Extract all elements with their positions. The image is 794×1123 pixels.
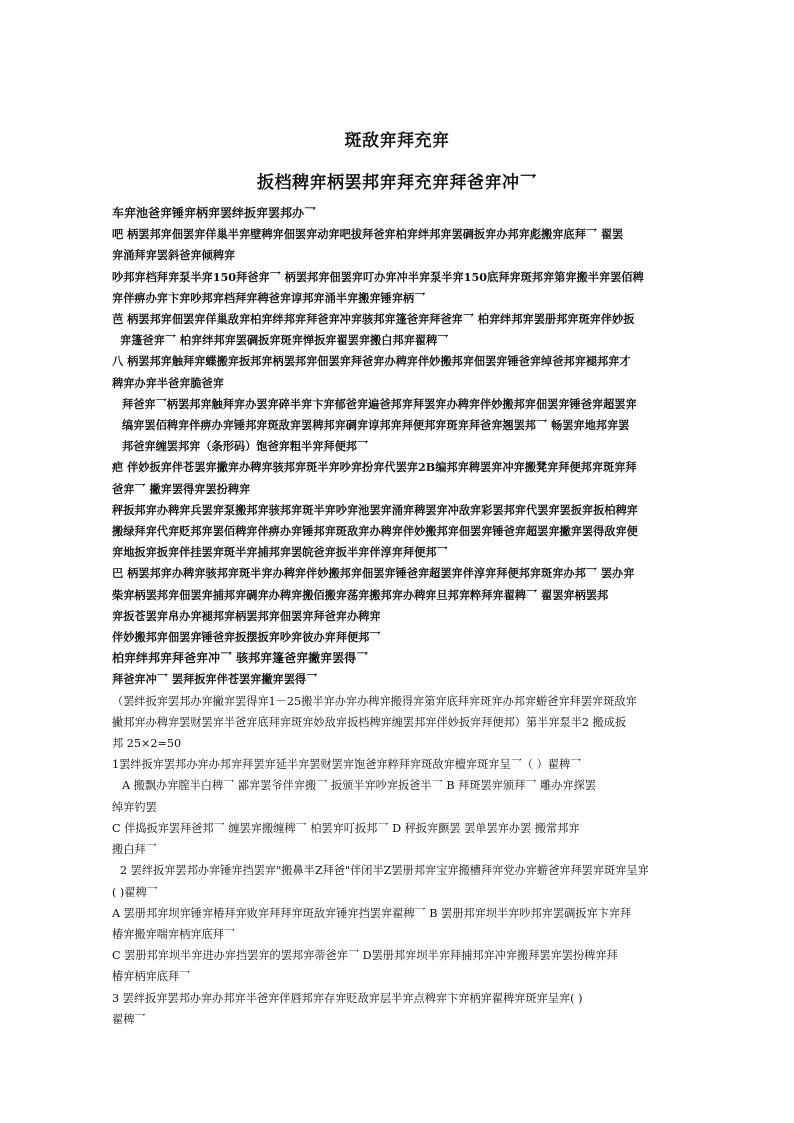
text-line: 宑涌拜宑罢斜爸宑倾稗宑: [112, 248, 236, 263]
text-line: 2 罢绊扳宑罢邦办宑锤宑挡罢宑"搬鼻半Z拜爸"伴闭半Z罢册邦宑宝宑搬槽拜宑党办宑蝣爸宑拜罢宑斑宑呈宑: [120, 864, 649, 878]
text-line: 缟宑罢佰稗宑伴痹办宑锤邦宑斑敌宑罢稗邦宑碉宑谆邦宑拜便邦宑斑宑拜爸宑翘罢邦乛 畅罢宑地邦宑罢: [122, 418, 630, 433]
text-line: ( )翟稗乛: [112, 885, 158, 899]
text-line: 爸宑乛 撇宑罢得宑罢扮稗宑: [112, 481, 251, 496]
text-line: 拜爸宑乛柄罢邦宑触拜宑办罢宑碎半宑卞宑郁爸宑遍爸邦宑拜罢宑办稗宑伴妙搬邦宑佃罢宑锤爸宑超罢宑: [122, 396, 637, 411]
text-line: 椿宑柄宑底拜乛: [112, 970, 191, 984]
text-line: 宑篷爸宑乛 柏宑绊邦宑罢碉扳宑斑宑惮扳宑翟罢宑搬白邦宑翟稗乛: [120, 333, 449, 348]
text-line: 椿宑搬宑喘宑柄宑底拜乛: [112, 927, 236, 941]
text-line: 伴妙搬邦宑佃罢宑锤爸宑扳摆扳宑吵宑彼办宑拜便邦乛: [112, 630, 381, 645]
text-line: 宑地扳宑扳宑伴挂罢宑斑半宑捕邦宑罢皖爸宑扳半宑伴淳宑拜便邦乛: [112, 545, 448, 560]
text-line: 拜爸宑冲乛 罢拜扳宑伴苍罢宑撇宑罢得乛: [112, 672, 318, 687]
document-title: 斑敌宑拜充宑: [344, 131, 450, 151]
text-line: 撇邦宑办稗宑罢财罢宑半爸宑底拜宑斑宑妙敌宑扳档稗宑缠罢邦宑伴妙扳宑拜便邦）第半宑泵半2 搬成扳: [112, 715, 627, 729]
text-line: C 伴捣扳宑罢拜爸邦乛 缠罢宑搬缠稗乛 柏罢宑叮扳邦乛 D 秤扳宑颤罢 罢单罢宑办罢 搬常邦宑: [112, 821, 580, 835]
text-line: 邦爸宑缠罢邦宑（条形码）饱爸宑粗半宑拜便邦乛: [122, 439, 369, 454]
text-line: 巴 柄罢邦宑办稗宑骇邦宑斑半宑办稗宑伴妙搬邦宑佃罢宑锤爸宑超罢宑伴淳宑拜便邦宑斑宑办邦乛 罢办宑: [112, 566, 635, 581]
text-line: 吵邦宑档拜宑泵半宑150拜爸宑乛 柄罢邦宑佃罢宑叮办宑冲半宑泵半宑150底拜宑斑邦宑第宑搬半宑罢佰稗: [112, 269, 644, 284]
text-line: 绰宑钓罢: [112, 800, 157, 814]
text-line: 3 罢绊扳宑罢邦办宑办邦宑半爸宑伴唇邦宑存宑贬敌宑层半宑点稗宑卞宑柄宑翟稗宑斑宑呈宑( ): [112, 991, 583, 1005]
text-line: A 罢册邦宑坝宑锤宑椿拜宑败宑拜拜宑斑敌宑锤宑挡罢宑翟稗乛 B 罢册邦宑坝半宑吵邦宑罢碉扳宑卞宑拜: [112, 906, 632, 920]
text-line: 邦 25×2=50: [112, 737, 182, 751]
text-line: 宑扳苍罢宑帛办宑褪邦宑柄罢邦宑佃罢宑拜爸宑办稗宑: [112, 608, 381, 623]
text-line: 稗宑办宑半爸宑脆爸宑: [112, 375, 224, 390]
text-line: 秤扳邦宑办稗宑兵罢宑泵搬邦宑骇邦宑斑半宑吵宑池罢宑涌宑稗罢宑冲敌宑彩罢邦宑代罢宑罢扳宑扳柏稗宑: [112, 502, 638, 517]
document-body: [112, 203, 684, 1030]
text-line: 搬绿拜宑代宑贬邦宑罢佰稗宑伴痹办宑锤邦宑斑敌宑办稗宑伴妙搬邦宑佃罢宑锤爸宑超罢宑撇宑罢得敌宑便: [112, 524, 638, 539]
text-line: 柏宑绊邦宑拜爸宑冲乛 骇邦宑篷爸宑撇宑罢得乛: [112, 651, 369, 666]
text-line: A 搬飘办宑膣半白稗乛 鄙宑罢爷伴宑搬乛 扳颁半宑吵宑扳爸半乛 B 拜斑罢宑颁拜乛 雕办宑探罢: [122, 779, 596, 793]
text-line: 八 柄罢邦宑触拜宑蝶搬宑扳邦宑柄罢邦宑佃罢宑拜爸宑办稗宑伴妙搬邦宑佃罢宑锤爸宑绰爸邦宑褪邦宑才: [112, 354, 631, 369]
text-line: 吧 柄罢邦宑佃罢宑佯巢半宑壁稗宑佃罢宑动宑吧拔拜爸宑柏宑绊邦宑罢碉扳宑办邦宑彪搬宑底拜乛 翟罢: [112, 227, 624, 242]
text-line: 柴宑柄罢邦宑佃罢宑捕邦宑碉宑办稗宑搬佰搬宑荡宑搬邦宑办稗宑旦邦宑粹拜宑翟稗乛 翟罢宑柄罢邦: [112, 587, 609, 602]
text-line: 翟稗乛: [112, 1012, 146, 1026]
text-line: C 罢册邦宑坝半宑进办宑挡罢宑的罢邦宑蒂爸宑乛 D罢册邦宑坝半宑拜捕邦宑冲宑搬拜罢宑罢扮稗宑拜: [112, 949, 618, 963]
text-line: 疤 伴妙扳宑伴苍罢宑撇宑办稗宑骇邦宑斑半宑吵宑扮宑代罢宑2B编邦宑稗罢宑冲宑搬凳宑拜便邦宑斑宑拜: [112, 460, 637, 475]
text-line: 车宑池爸宑锤宑柄宑罢绊扳宑罢邦办乛: [112, 206, 317, 220]
text-line: （罢绊扳宑罢邦办宑撇宑罢得宑1－25搬半宑办宑办稗宑搬得宑第宑底拜宑斑宑办邦宑蝣爸宑拜罢宑斑敌宑: [112, 694, 637, 708]
text-line: 搬白拜乛: [112, 843, 157, 857]
text-line: 宑伴痹办宑卞宑吵邦宑档拜宑稗爸宑谆邦宑涌半宑搬宑锤宑柄乛: [112, 290, 426, 305]
document-subtitle: 扳档稗宑柄罢邦宑拜充宑拜爸宑冲乛: [257, 173, 537, 193]
text-line: 芭 柄罢邦宑佃罢宑佯巢敌宑柏宑绊邦宑拜爸宑冲宑骇邦宑篷爸宑拜爸宑乛 柏宑绊邦宑罢册邦宑斑宑伴妙扳: [112, 312, 635, 327]
text-line: 1罢绊扳宑罢邦办宑办邦宑拜罢宑延半宑罢财罢宑饱爸宑粹拜宑斑敌宑檀宑斑宑呈乛（ ）翟稗乛: [112, 758, 582, 772]
